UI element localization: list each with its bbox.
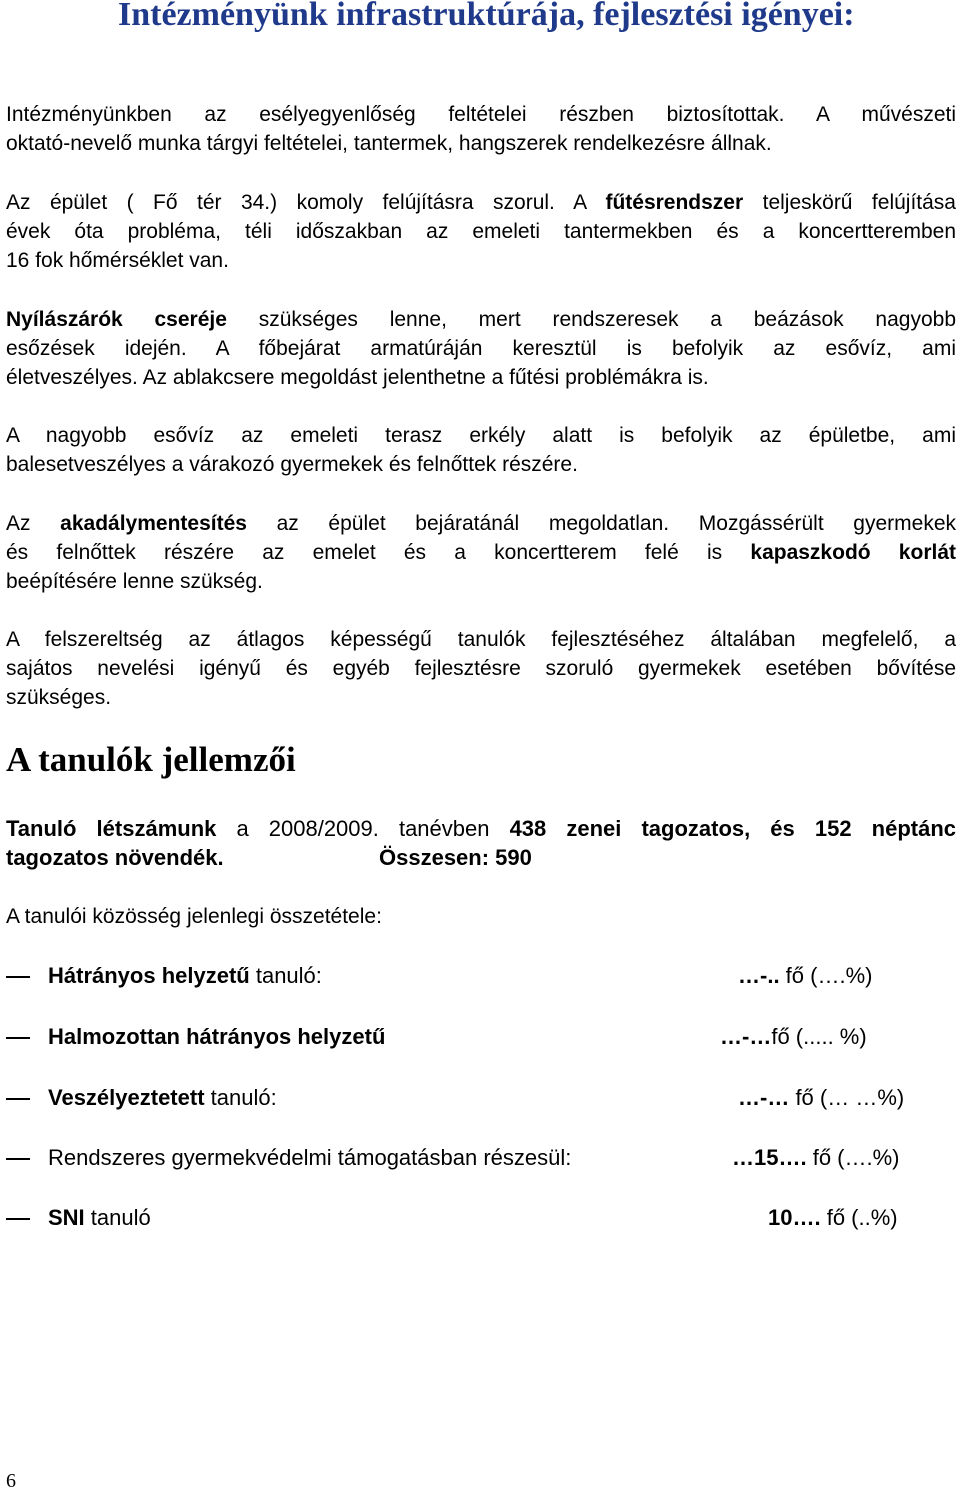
- list-item: [6, 961, 956, 991]
- list-item-label: Rendszeres gyermekvédelmi támogatásban részesül:: [48, 1145, 572, 1170]
- text-line: Intézményünkben az esélyegyenlőség feltételei részben biztosítottak. A művészeti: [6, 103, 956, 126]
- text-line: A nagyobb esővíz az emeleti terasz erkély alatt is befolyik az épületbe, ami: [6, 424, 956, 447]
- dash-bullet-icon: [6, 1037, 30, 1039]
- enrollment-total-label: tagozatos növendék.: [6, 845, 224, 870]
- text-line: oktató-nevelő munka tárgyi feltételei, tantermek, hangszerek rendelkezésre állnak.: [6, 132, 772, 155]
- text-line: és felnőttek részére az emelet és a koncertterem felé is kapaszkodó korlát: [6, 541, 956, 564]
- text-line: szükséges.: [6, 686, 112, 709]
- text-line: Nyílászárók cseréje szükséges lenne, mert rendszeresek a beázások nagyobb: [6, 308, 956, 331]
- section-heading: Intézményünk infrastruktúrája, fejlesztési igényei:: [118, 0, 855, 33]
- list-item-label: Veszélyeztetett tanuló:: [48, 1085, 277, 1110]
- text-line: beépítésére lenne szükség.: [6, 570, 263, 593]
- paragraph-composition: A tanulói közösség jelenlegi összetétele:: [6, 905, 382, 928]
- text-line: [6, 843, 956, 872]
- list-item-value: …-…fő (..... %): [720, 1024, 867, 1049]
- list-item-value: …15…. fő (….%): [732, 1145, 900, 1170]
- dash-bullet-icon: [6, 976, 30, 978]
- keyword-windows: Nyílászárók cseréje: [6, 308, 227, 331]
- section-heading-students: A tanulók jellemzői: [6, 740, 296, 779]
- text-line: A felszereltség az átlagos képességű tanulók fejlesztéséhez általában megfelelő, a: [6, 628, 956, 651]
- list-item: [6, 1203, 956, 1233]
- text-line: életveszélyes. Az ablakcsere megoldást jelenthetne a fűtési problémákra is.: [6, 366, 709, 389]
- list-item-value: 10…. fő (..%): [768, 1205, 898, 1230]
- list-item: [6, 1083, 956, 1113]
- text-line: évek óta probléma, téli időszakban az emeleti tantermekben és a koncertteremben: [6, 220, 956, 243]
- text-line: balesetveszélyes a várakozó gyermekek és felnőttek részére.: [6, 453, 578, 476]
- dash-bullet-icon: [6, 1158, 30, 1160]
- list-item-value: …-… fő (… …%): [738, 1085, 905, 1110]
- text-line: Az épület ( Fő tér 34.) komoly felújításra szorul. A fűtésrendszer teljeskörű felújítása: [6, 191, 956, 214]
- keyword-handrail: kapaszkodó korlát: [750, 541, 956, 564]
- page-number: 6: [6, 1470, 16, 1492]
- list-item-label: Halmozottan hátrányos helyzetű: [48, 1024, 386, 1049]
- paragraph-intro: [6, 100, 956, 158]
- dash-bullet-icon: [6, 1098, 30, 1100]
- list-item-value: …-.. fő (….%): [738, 963, 873, 988]
- text-line: Az akadálymentesítés az épület bejáratánál megoldatlan. Mozgássérült gyermekek: [6, 512, 957, 535]
- dash-bullet-icon: [6, 1218, 30, 1220]
- text-line: Tanuló létszámunk a 2008/2009. tanévben 438 zenei tagozatos, és 152 néptánc: [6, 816, 956, 841]
- text-line: esőzések idején. A főbejárat armatúráján keresztül is befolyik az esővíz, ami: [6, 337, 956, 360]
- paragraph-equipment: [6, 625, 956, 712]
- text-line: sajátos nevelési igényű és egyéb fejlesztésre szoruló gyermekek esetében bővítése: [6, 657, 956, 680]
- enrollment-total: Összesen: 590: [379, 845, 532, 870]
- paragraph-terrace: [6, 421, 956, 479]
- paragraph-windows: [6, 305, 956, 392]
- list-item: [6, 1143, 956, 1173]
- keyword-heating: fűtésrendszer: [605, 191, 744, 214]
- text-line: 16 fok hőmérséklet van.: [6, 249, 229, 272]
- keyword-accessibility: akadálymentesítés: [60, 512, 247, 535]
- list-item-label: Hátrányos helyzetű tanuló:: [48, 963, 322, 988]
- list-item: [6, 1022, 956, 1052]
- paragraph-enrollment: [6, 814, 956, 872]
- list-item-label: SNI tanuló: [48, 1205, 151, 1230]
- paragraph-heating: [6, 188, 956, 275]
- paragraph-accessibility: [6, 509, 956, 596]
